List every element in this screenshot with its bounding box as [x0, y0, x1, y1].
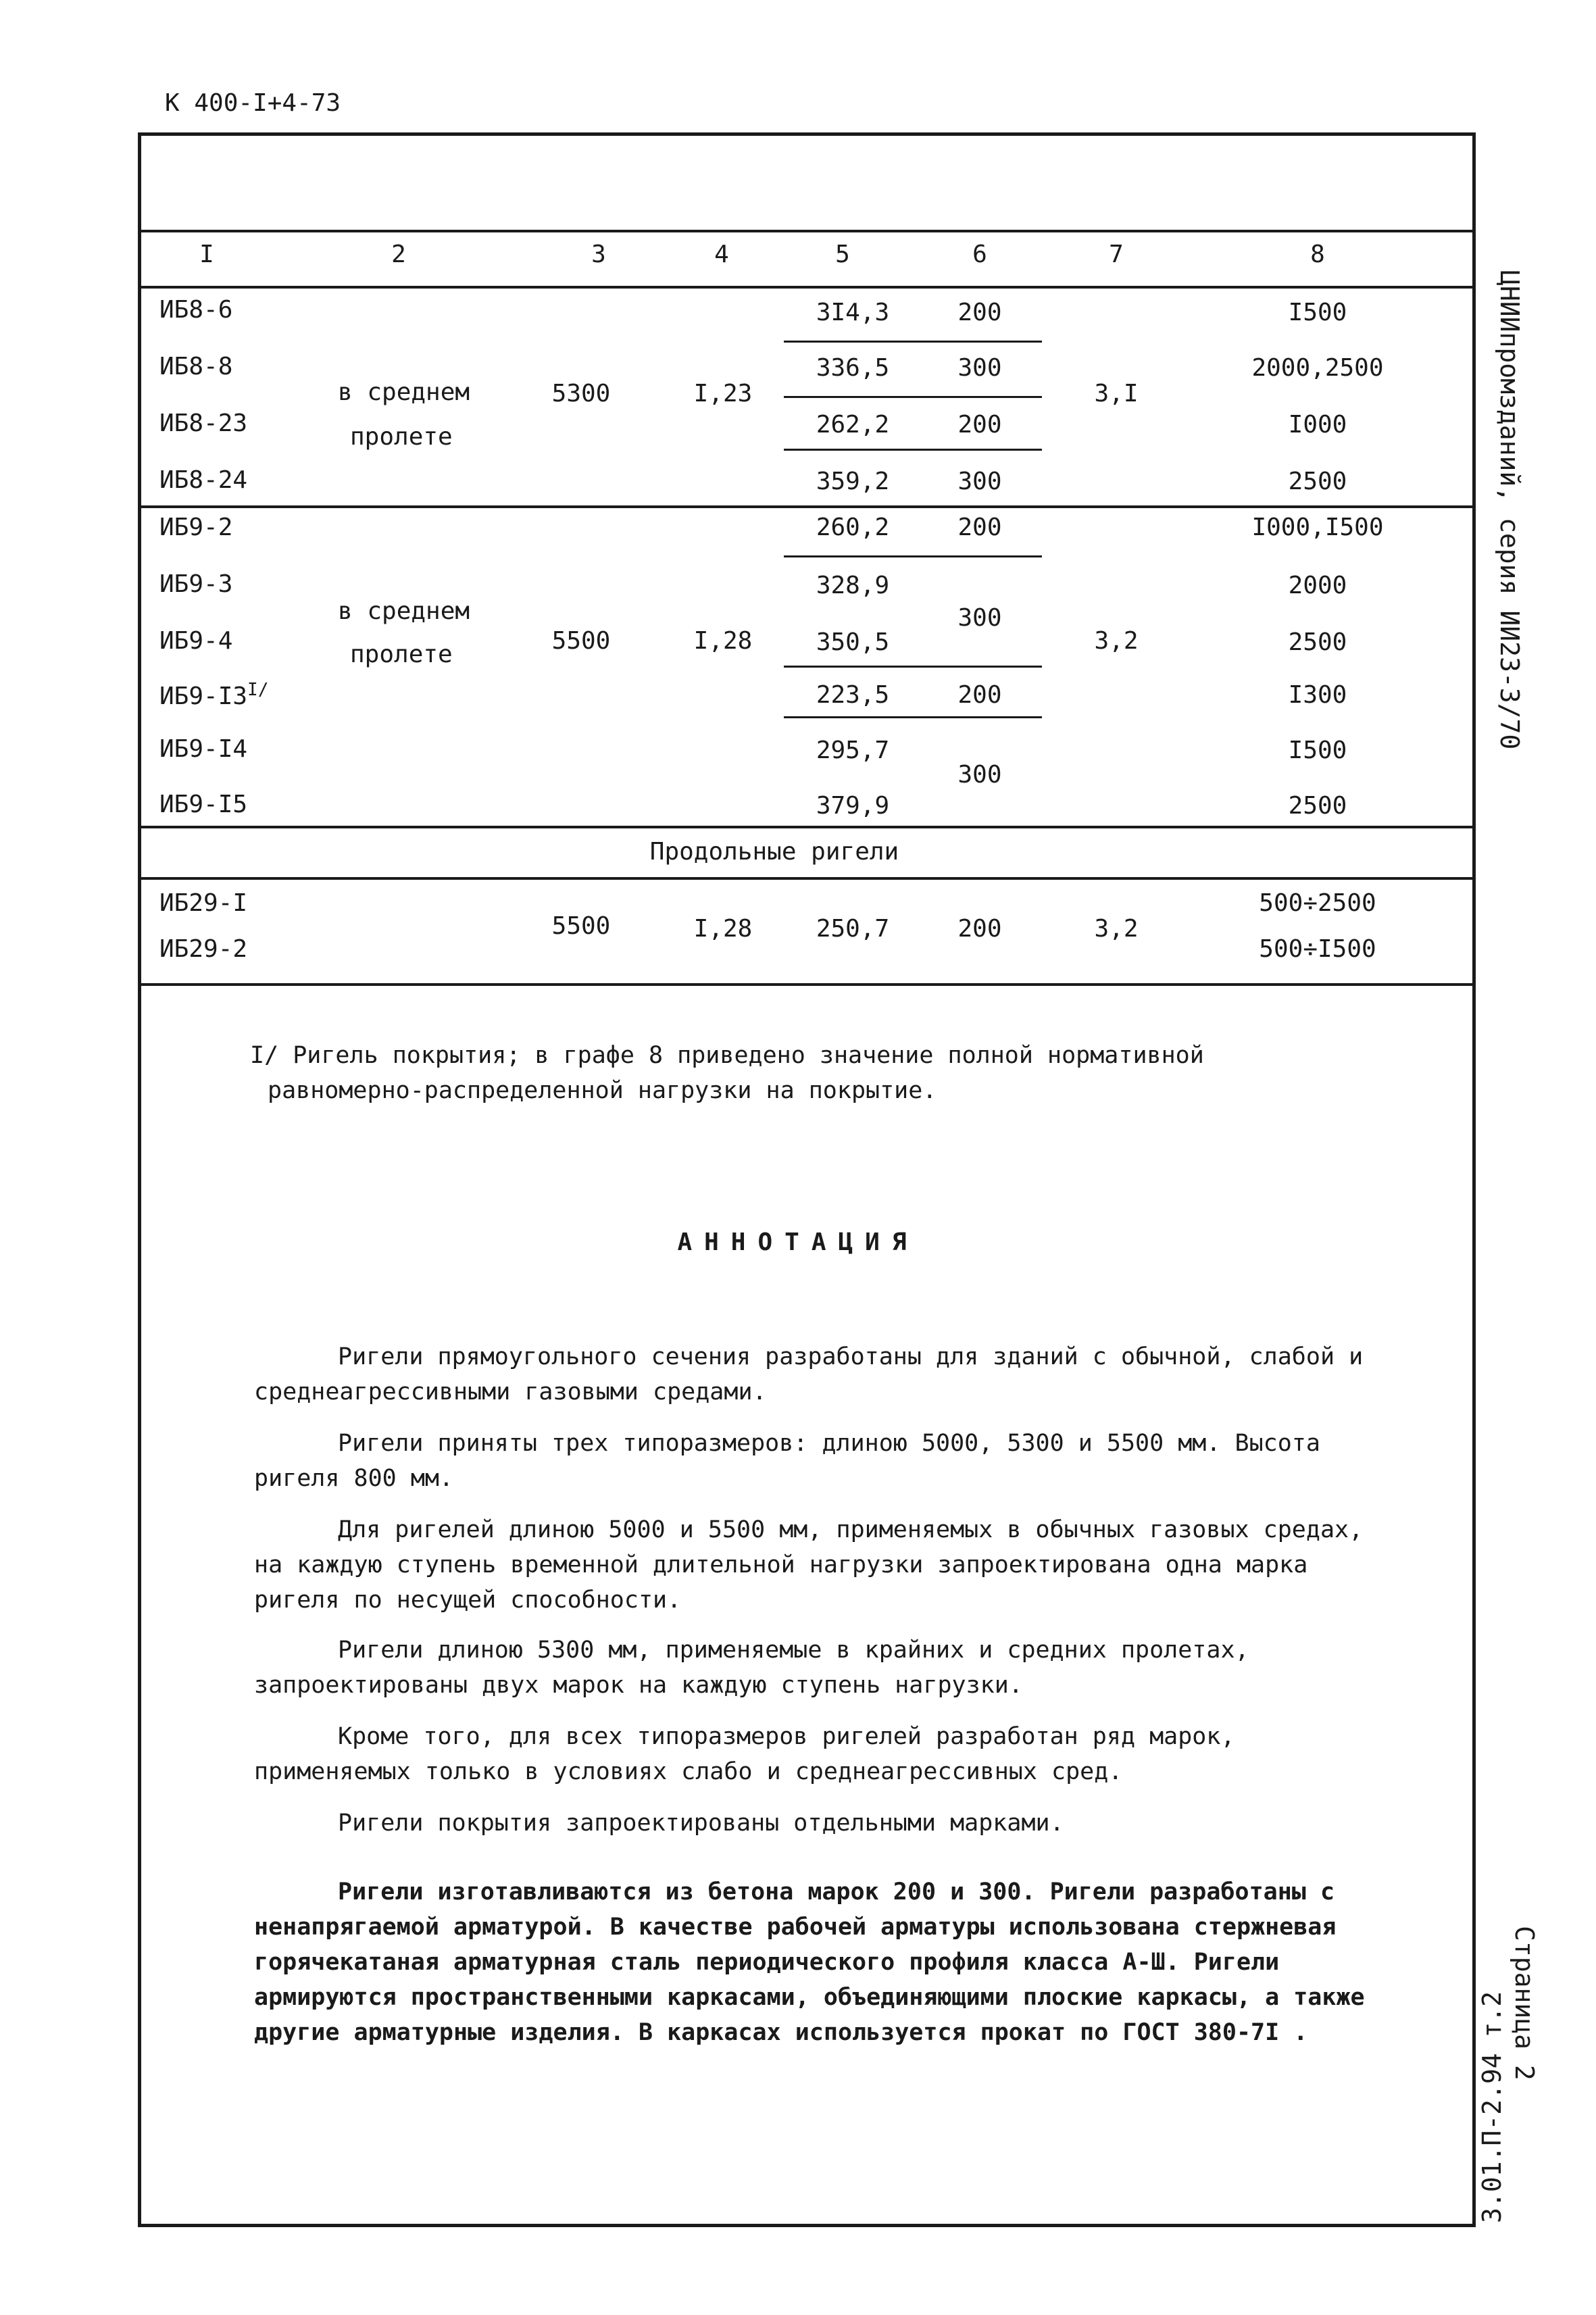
row-rule	[784, 341, 1042, 343]
side-series-code: 3.01.П-2.94 т.2	[1477, 1991, 1507, 2223]
mark-cell: ИБ8-24	[159, 466, 248, 494]
row-rule	[784, 555, 1042, 557]
load-cell: I000,I500	[1251, 514, 1384, 541]
mark-cell: ИБ29-2	[159, 935, 248, 963]
document-code: К 400-I+4-73	[165, 89, 341, 117]
footnote-line: равномерно-распределенной нагрузки на покрытие.	[268, 1077, 937, 1104]
column-header: 7	[1109, 241, 1124, 268]
concrete-cell: 200	[957, 514, 1002, 541]
row-rule	[784, 666, 1042, 668]
load-cell: 2000	[1288, 572, 1347, 599]
col5-cell: 250,7	[816, 915, 890, 943]
load-cell: 500÷I500	[1259, 935, 1376, 963]
col5-cell: 359,2	[816, 468, 890, 495]
load-cell: 2500	[1288, 792, 1347, 820]
concrete-cell: 200	[957, 681, 1002, 709]
section-divider-bottom	[138, 877, 1476, 880]
annotation-paragraph: Ригели длиною 5300 мм, применяемые в крайних и средних пролетах, запроектированы двух марок на каждую ступень нагрузки.	[254, 1637, 1249, 1699]
mark-cell: ИБ9-3	[159, 570, 233, 598]
load-cell: I300	[1288, 681, 1347, 709]
load-cell: 500÷2500	[1259, 889, 1376, 917]
section-title: Продольные ригели	[649, 838, 899, 866]
col7-cell: 3,2	[1094, 627, 1139, 655]
col5-cell: 262,2	[816, 411, 890, 439]
mark-cell: ИБ8-8	[159, 353, 233, 380]
mark-cell: ИБ9-I4	[159, 735, 248, 763]
mark-cell: $ИБ9-I3^{I/}$	[159, 680, 269, 710]
annotation-paragraph: Ригели приняты трех типоразмеров: длиною 5000, 5300 и 5500 мм. Высота ригеля 800 мм.	[254, 1430, 1320, 1492]
concrete-cell: 200	[957, 915, 1002, 943]
row-rule	[784, 716, 1042, 718]
concrete-cell: 200	[957, 299, 1002, 326]
table-header-top-rule	[138, 230, 1476, 232]
coef-cell: I,23	[693, 380, 753, 407]
table-header-bottom-rule	[138, 286, 1476, 289]
col7-cell: 3,I	[1094, 380, 1139, 407]
col7-cell: 3,2	[1094, 915, 1139, 943]
table-bottom-rule	[138, 983, 1476, 986]
mark-cell: ИБ29-I	[159, 889, 248, 917]
section-divider-top	[138, 826, 1476, 828]
mark-cell: ИБ9-I5	[159, 791, 248, 818]
mark-cell: ИБ9-4	[159, 627, 233, 655]
annotation-title: АННОТАЦИЯ	[677, 1228, 919, 1256]
side-page-label: Страница 2	[1510, 1926, 1539, 2081]
location-cell: пролете	[350, 641, 453, 668]
column-header: 2	[391, 241, 406, 268]
column-header: 4	[714, 241, 729, 268]
col5-cell: 328,9	[816, 572, 890, 599]
load-cell: I500	[1288, 737, 1347, 764]
side-org-label: ЦНИИпромзданий, серия ИИ23-3/70	[1495, 270, 1524, 750]
row-rule	[784, 449, 1042, 451]
column-header: 6	[972, 241, 987, 268]
group-divider	[138, 505, 1476, 508]
concrete-cell: 300	[957, 354, 1002, 382]
load-cell: I000	[1288, 411, 1347, 439]
col5-cell: 260,2	[816, 514, 890, 541]
location-cell: пролете	[350, 423, 453, 451]
footnote-mark: I/	[247, 680, 269, 700]
length-cell: 5300	[551, 380, 611, 407]
coef-cell: I,28	[693, 915, 753, 943]
load-cell: 2500	[1288, 628, 1347, 656]
concrete-cell: 200	[957, 411, 1002, 439]
length-cell: 5500	[551, 912, 611, 940]
column-header: 3	[591, 241, 606, 268]
location-cell: в среднем	[338, 597, 470, 625]
annotation-paragraph: Ригели прямоугольного сечения разработаны для зданий с обычной, слабой и среднеагрессивными газовыми средами.	[254, 1343, 1364, 1405]
annotation-paragraph: Ригели изготавливаются из бетона марок 200 и 300. Ригели разработаны с ненапрягаемой арматурой. В качестве рабочей арматуры использована стержневая горячекатаная арматурная сталь периодического профиля класса А-Ш. Ригели армируются пространственными каркасами, объединяющими плоские каркасы, а также другие арматурные изделия. В каркасах используется прокат по ГОСТ 380-7I .	[254, 1878, 1365, 2046]
row-rule	[784, 396, 1042, 398]
col5-cell: 350,5	[816, 628, 890, 656]
mark-cell: ИБ8-23	[159, 409, 248, 437]
col5-cell: 223,5	[816, 681, 890, 709]
coef-cell: I,28	[693, 627, 753, 655]
load-cell: 2500	[1288, 468, 1347, 495]
column-header: 5	[835, 241, 850, 268]
concrete-cell: 300	[957, 761, 1002, 789]
concrete-cell: 300	[957, 604, 1002, 632]
col5-cell: 3I4,3	[816, 299, 890, 326]
load-cell: 2000,2500	[1251, 354, 1384, 382]
col5-cell: 379,9	[816, 792, 890, 820]
annotation-paragraph: Для ригелей длиною 5000 и 5500 мм, применяемых в обычных газовых средах, на каждую ступень временной длительной нагрузки запроектирована одна марка ригеля по несущей способности.	[254, 1516, 1364, 1614]
load-cell: I500	[1288, 299, 1347, 326]
mark-cell: ИБ8-6	[159, 296, 233, 324]
footnote-line: I/ Ригель покрытия; в графе 8 приведено значение полной нормативной	[250, 1042, 1204, 1069]
col5-cell: 295,7	[816, 737, 890, 764]
col5-cell: 336,5	[816, 354, 890, 382]
annotation-paragraph: Ригели покрытия запроектированы отдельными марками.	[338, 1810, 1064, 1837]
length-cell: 5500	[551, 627, 611, 655]
column-header: I	[199, 241, 214, 268]
mark-cell: ИБ9-2	[159, 514, 233, 541]
column-header: 8	[1310, 241, 1325, 268]
location-cell: в среднем	[338, 378, 470, 406]
concrete-cell: 300	[957, 468, 1002, 495]
annotation-paragraph: Кроме того, для всех типоразмеров ригелей разработан ряд марок, применяемых только в условиях слабо и среднеагрессивных сред.	[254, 1723, 1235, 1785]
